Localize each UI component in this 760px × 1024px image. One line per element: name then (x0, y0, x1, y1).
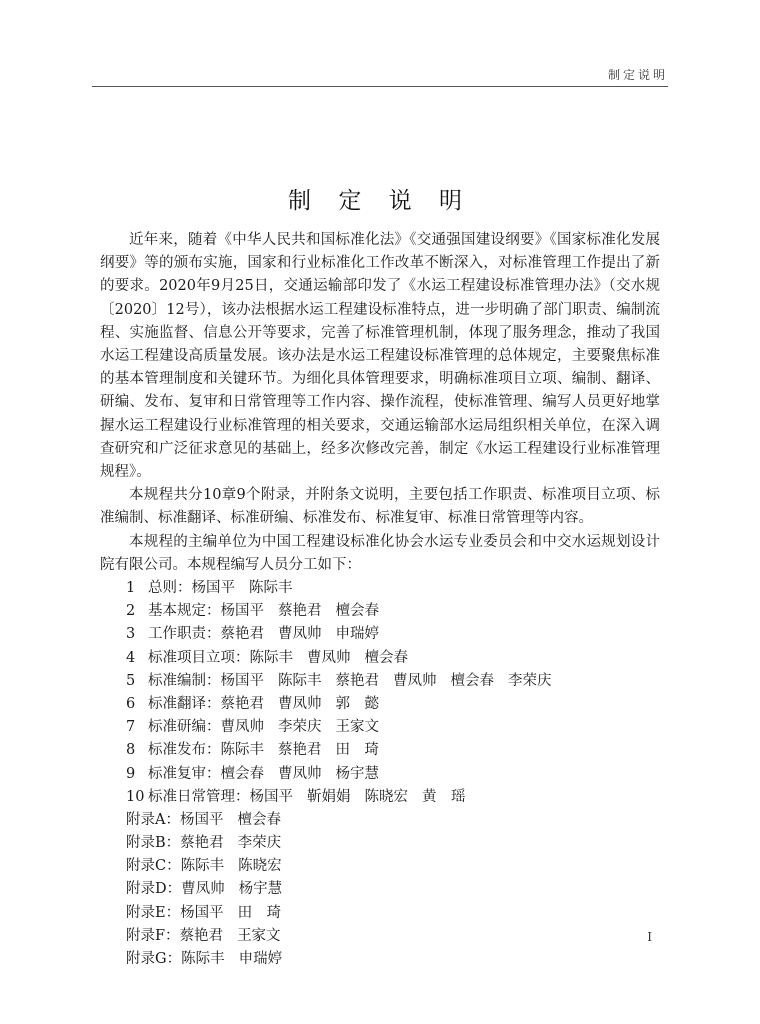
staff-name: 曹凤帅 (220, 719, 264, 736)
staff-row (100, 600, 660, 623)
staff-number: 6 (126, 695, 136, 712)
staff-name: 杨国平 (220, 672, 264, 689)
appendix-label: 附录A： (126, 811, 180, 828)
appendix-row (100, 902, 660, 925)
staff-chapter: 标准翻译： (148, 695, 221, 712)
staff-name: 蔡艳君 (278, 742, 322, 759)
staff-name: 蔡艳君 (335, 672, 379, 689)
paragraph-structure: 本规程共分10章9个附录，并附条文说明，主要包括工作职责、标准项目立项、标准编制、标准翻译、标准研编、标准发布、标准复审、标准日常管理等内容。 (100, 487, 660, 527)
staff-name: 陈晓宏 (364, 788, 408, 805)
staff-number: 9 (126, 765, 136, 782)
staff-row (100, 623, 660, 646)
staff-number: 7 (126, 719, 136, 736)
staff-row (100, 739, 660, 762)
staff-name: 檀会春 (364, 649, 408, 666)
staff-name: 陈际丰 (249, 649, 293, 666)
staff-name: 李荣庆 (237, 835, 282, 852)
staff-number: 8 (126, 742, 136, 759)
staff-name: 杨国平 (180, 904, 224, 921)
staff-name: 陈际丰 (181, 951, 225, 968)
staff-name: 黄 瑶 (422, 788, 466, 805)
staff-name: 蔡艳君 (179, 927, 224, 944)
staff-chapter: 总则： (148, 580, 192, 597)
staff-row (100, 670, 660, 693)
staff-chapter: 基本规定： (148, 603, 221, 620)
staff-name: 王家文 (335, 719, 379, 736)
staff-name: 陈际丰 (220, 742, 264, 759)
staff-name: 郭 懿 (335, 695, 379, 712)
page-number: I (647, 930, 652, 944)
staff-name: 靳娟娟 (307, 788, 351, 805)
staff-name: 曹凤帅 (278, 695, 322, 712)
appendix-row (100, 809, 660, 832)
staff-number: 10 (126, 788, 145, 805)
staff-name: 蔡艳君 (180, 835, 224, 852)
staff-name: 曹凤帅 (393, 672, 437, 689)
header-rule (92, 86, 668, 87)
staff-name: 杨国平 (220, 603, 264, 620)
running-header: 制定说明 (607, 68, 668, 82)
page-title: 制 定 说 明 (288, 188, 472, 214)
staff-name: 檀会春 (450, 672, 494, 689)
staff-row (100, 716, 660, 739)
staff-list (100, 577, 660, 809)
staff-name: 曹凤帅 (181, 881, 225, 898)
staff-row (100, 786, 660, 809)
staff-name: 杨宇慧 (335, 765, 379, 782)
staff-name: 曹凤帅 (278, 626, 322, 643)
staff-name: 田 琦 (335, 742, 379, 759)
staff-name: 申瑞婷 (335, 626, 379, 643)
appendix-label: 附录C： (126, 858, 181, 875)
staff-name: 杨国平 (249, 788, 293, 805)
staff-name: 李荣庆 (278, 719, 322, 736)
staff-number: 5 (126, 672, 136, 689)
staff-chapter: 标准编制： (148, 672, 221, 689)
paragraph-intro: 近年来，随着《中华人民共和国标准化法》《交通强国建设纲要》《国家标准化发展纲要》等的颁布实施，国家和行业标准化工作改革不断深入，对标准管理工作提出了新的要求。2020年9月25日，交通运输部印发了《水运工程建设标准管理办法》（交水规〔2020〕12号），该办法根据水运工程建设标准特点，进一步明确了部门职责、编制流程、实施监督、信息公开等要求，完善了标准管理机制，体现了服务理念，推动了我国水运工程建设高质量发展。该办法是水运工程建设标准管理的总体规定，主要聚焦标准的基本管理制度和关键环节。为细化具体管理要求，明确标准项目立项、编制、翻译、研编、发布、复审和日常管理等工作内容、操作流程，使标准管理、编写人员更好地掌握水运工程建设行业标准管理的相关要求，交通运输部水运局组织相关单位，在深入调查研究和广泛征求意见的基础上，经多次修改完善，制定《水运工程建设行业标准管理规程》。 (100, 232, 660, 481)
appendix-label: 附录G： (126, 951, 182, 968)
staff-name: 杨国平 (191, 580, 235, 597)
staff-chapter: 标准日常管理： (148, 788, 250, 805)
staff-row (100, 577, 660, 600)
staff-number: 4 (126, 649, 136, 666)
body-text (100, 229, 660, 971)
staff-number: 3 (126, 626, 136, 643)
staff-name: 檀会春 (237, 811, 281, 828)
staff-chapter: 标准发布： (148, 742, 221, 759)
staff-name: 田 琦 (237, 904, 282, 921)
appendix-row (100, 855, 660, 878)
appendix-label: 附录E： (126, 904, 181, 921)
appendix-row (100, 925, 660, 948)
staff-name: 陈际丰 (249, 580, 293, 597)
paragraph-authors: 本规程的主编单位为中国工程建设标准化协会水运专业委员会和中交水运规划设计院有限公司。本规程编写人员分工如下： (100, 533, 660, 573)
staff-number: 2 (126, 603, 136, 620)
staff-number: 1 (126, 580, 136, 597)
staff-name: 杨国平 (179, 811, 224, 828)
staff-row (100, 693, 660, 716)
staff-name: 蔡艳君 (220, 626, 264, 643)
appendix-label: 附录F： (126, 927, 180, 944)
staff-name: 檀会春 (220, 765, 264, 782)
staff-chapter: 标准复审： (148, 765, 221, 782)
staff-name: 申瑞婷 (238, 951, 283, 968)
staff-name: 曹凤帅 (278, 765, 322, 782)
staff-row (100, 647, 660, 670)
appendix-label: 附录D： (126, 881, 182, 898)
staff-name: 曹凤帅 (307, 649, 351, 666)
appendix-list (100, 809, 660, 971)
staff-chapter: 工作职责： (148, 626, 221, 643)
staff-name: 陈际丰 (180, 858, 225, 875)
staff-name: 檀会春 (335, 603, 379, 620)
staff-name: 蔡艳君 (220, 695, 264, 712)
appendix-row (100, 948, 660, 971)
staff-name: 李荣庆 (508, 672, 552, 689)
appendix-row (100, 878, 660, 901)
staff-name: 王家文 (237, 927, 281, 944)
appendix-row (100, 832, 660, 855)
staff-chapter: 标准研编： (148, 719, 221, 736)
staff-name: 蔡艳君 (278, 603, 322, 620)
staff-name: 陈晓宏 (238, 858, 282, 875)
staff-name: 杨宇慧 (238, 881, 283, 898)
staff-chapter: 标准项目立项： (148, 649, 250, 666)
appendix-label: 附录B： (126, 835, 181, 852)
staff-name: 陈际丰 (278, 672, 322, 689)
staff-row (100, 763, 660, 786)
